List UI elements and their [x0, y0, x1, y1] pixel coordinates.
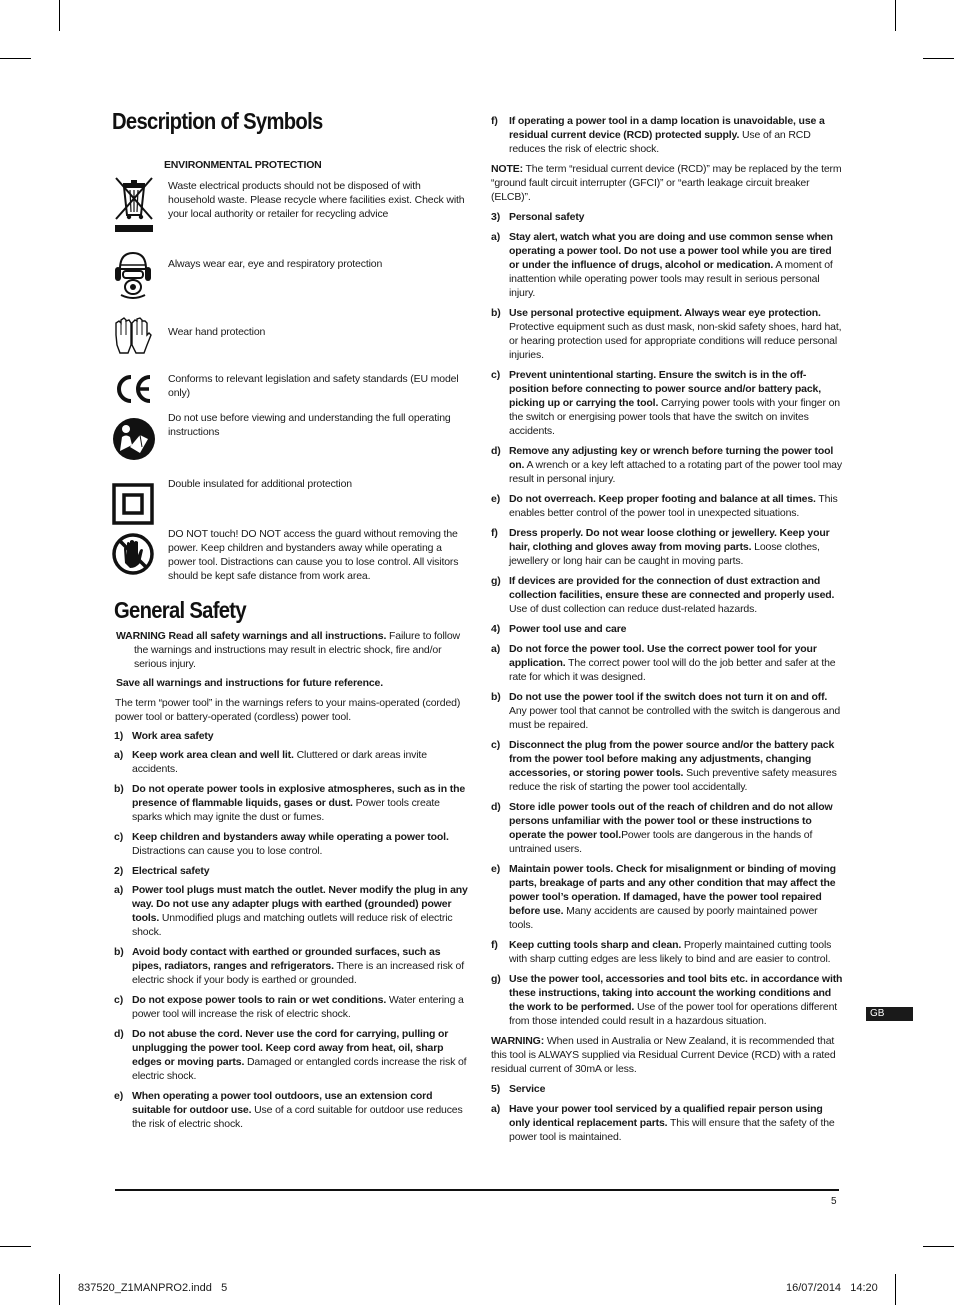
list-item: f) If operating a power tool in a damp location is unavoidable, use a residual current device (RCD) protected supply. Use of an RCD reduces the risk of electric shock.	[491, 115, 825, 155]
save-instructions: Save all warnings and instructions for future reference.	[116, 677, 384, 689]
symbol-text: Wear hand protection	[168, 326, 266, 338]
slug-file: 837520_Z1MANPRO2.indd 5	[78, 1282, 228, 1294]
right-column	[491, 114, 843, 1144]
section-heading: 3) Personal safety	[491, 211, 585, 223]
list-item: b) Do not use the power tool if the switch does not turn it on and off. Any power tool that cannot be controlled with the switch is dangerous and must be repaired.	[491, 691, 841, 731]
sections-left	[114, 729, 468, 1131]
list-item: f) Dress properly. Do not wear loose clothing or jewellery. Keep your hair, clothing and gloves away from moving parts. Loose clothes, jewellery or long hair can be caught in moving parts.	[491, 527, 830, 567]
list-item: g) Use the power tool, accessories and tool bits etc. in accordance with these instructions, taking into account the working conditions and the work to be performed. Use of the power tool for operations different from those intended could result in a hazardous situation.	[491, 973, 843, 1027]
symbol-text: Double insulated for additional protection	[168, 478, 352, 490]
list-item: a) Have your power tool serviced by a qualified repair person using only identical replacement parts. This will ensure that the safety of the power tool is maintained.	[491, 1103, 835, 1143]
weee-crossed-bin-icon	[112, 177, 154, 238]
list-item: d) Remove any adjusting key or wrench before turning the power tool on. A wrench or a key left attached to a rotating part of the power tool may result in personal injury.	[491, 445, 842, 485]
list-item: d) Store idle power tools out of the reach of children and do not allow persons unfamiliar with the power tool or these instructions to operate the power tool.Power tools are dangerous in the hands of untrained users.	[491, 801, 833, 855]
footer-rule	[115, 1189, 839, 1191]
crop-mark	[923, 58, 954, 59]
note-paragraph: NOTE: The term “residual current device (RCD)” may be replaced by the term “ground fault circuit interrupter (GFCI)” or “earth leakage circuit breaker (ELCB)”.	[491, 163, 842, 203]
crop-mark	[923, 1246, 954, 1247]
symbol-text: DO NOT touch! DO NOT access the guard without removing the power. Keep children and bystanders away while operating a power tool. Distractions can cause you to lose control. All visitors should be kept safe distance from work area.	[168, 528, 459, 582]
list-item: f) Keep cutting tools sharp and clean. Properly maintained cutting tools with sharp cutting edges are less likely to bind and are easier to control.	[491, 939, 832, 965]
crop-mark	[895, 1274, 896, 1305]
language-tab: GB	[866, 1007, 913, 1021]
symbols-title: Description of Symbols	[112, 108, 323, 134]
symbol-text: Waste electrical products should not be disposed of with household waste. Please recycle where facilities exist. Check with your local authority or retailer for recycling advice	[168, 180, 465, 220]
warning-bold: WARNING Read all safety warnings and all instructions.	[116, 630, 387, 642]
list-item: b) Do not operate power tools in explosive atmospheres, such as in the presence of flammable liquids, gases or dust. Power tools create sparks which may ignite the dust or fumes.	[114, 783, 466, 823]
read-manual-icon	[112, 417, 156, 466]
general-safety-title: General Safety	[114, 597, 246, 623]
list-item: b) Use personal protective equipment. Always wear eye protection. Protective equipment such as dust mask, non-skid safety shoes, hard hat, or hearing protection used for appropriate conditions will reduce personal injuries.	[491, 307, 842, 361]
list-item: c) Keep children and bystanders away while operating a power tool. Distractions can cause you to lose control.	[114, 831, 449, 857]
section-heading: 5) Service	[491, 1083, 546, 1095]
do-not-touch-icon	[112, 533, 154, 580]
list-item: e) Maintain power tools. Check for misalignment or binding of moving parts, breakage of parts and any other condition that may affect the power tool’s operation. If damaged, have the power tool repaired before use. Many accidents are caused by poorly maintained power tools.	[491, 863, 836, 931]
slug-date: 16/07/2014 14:20	[786, 1282, 878, 1294]
crop-mark	[59, 1274, 60, 1305]
list-item: c) Disconnect the plug from the power source and/or the battery pack from the power tool before making any adjustments, changing accessories, or storing power tools. Such preventive safety measures reduce the risk of starting the power tool accidentally.	[491, 739, 837, 793]
list-item: a) Do not force the power tool. Use the correct power tool for your application. The correct power tool will do the job better and safer at the rate for which it was designed.	[491, 643, 836, 683]
list-item: c) Prevent unintentional starting. Ensure the switch is in the off-position before connecting to power source and/or battery pack, picking up or carrying the tool. Carrying power tools with your finger on the switch or energising power tools that have the switch on invites accidents.	[491, 369, 840, 437]
ce-mark-icon	[112, 371, 156, 412]
section-heading: 2) Electrical safety	[114, 865, 210, 877]
environmental-heading: ENVIRONMENTAL PROTECTION	[164, 159, 322, 171]
list-item: a) Power tool plugs must match the outlet. Never modify the plug in any way. Do not use any adapter plugs with earthed (grounded) power tools. Unmodified plugs and matching outlets will reduce risk of electric shock.	[114, 884, 468, 938]
crop-mark	[895, 0, 896, 31]
crop-mark	[0, 1246, 31, 1247]
list-item: d) Do not abuse the cord. Never use the cord for carrying, pulling or unplugging the power tool. Keep cord away from heat, oil, sharp edges or moving parts. Damaged or entangled cords increase the risk of electric shock.	[114, 1028, 467, 1082]
list-item: g) If devices are provided for the connection of dust extraction and collection facilities, ensure these are connected and properly used. Use of dust collection can reduce dust-related hazards.	[491, 575, 835, 615]
list-item: c) Do not expose power tools to rain or wet conditions. Water entering a power tool will increase the risk of electric shock.	[114, 994, 464, 1020]
warning-paragraph: WARNING Read all safety warnings and all instructions. Failure to follow the warnings and instructions may result in electric shock, fire and/or serious injury.	[116, 630, 460, 670]
list-item: e) When operating a power tool outdoors, use an extension cord suitable for outdoor use. Use of a cord suitable for outdoor use reduces the risk of electric shock.	[114, 1090, 463, 1130]
list-item: a) Keep work area clean and well lit. Cluttered or dark areas invite accidents.	[114, 749, 427, 775]
symbol-text: Conforms to relevant legislation and safety standards (EU model only)	[168, 373, 459, 399]
page-number: 5	[831, 1196, 837, 1207]
section-heading: 1) Work area safety	[114, 730, 214, 742]
crop-mark	[0, 58, 31, 59]
symbol-list	[112, 171, 468, 591]
term-paragraph: The term “power tool” in the warnings refers to your mains-operated (corded) power tool or battery-operated (cordless) power tool.	[115, 697, 461, 723]
section-heading: 4) Power tool use and care	[491, 623, 627, 635]
list-item: e) Do not overreach. Keep proper footing and balance at all times. This enables better control of the power tool in unexpected situations.	[491, 493, 838, 519]
ear-eye-respiratory-protection-icon	[112, 249, 154, 306]
list-item: b) Avoid body contact with earthed or grounded surfaces, such as pipes, radiators, ranges and refrigerators. There is an increased risk of electric shock if your body is earthed or grounded.	[114, 946, 464, 986]
warning-rcd-paragraph: WARNING: When used in Australia or New Zealand, it is recommended that this tool is ALWAYS supplied via Residual Current Device (RCD) with a rated residual current of 30mA or less.	[491, 1035, 836, 1075]
gloves-icon	[112, 315, 152, 362]
crop-mark	[59, 0, 60, 31]
double-insulated-icon	[112, 483, 154, 530]
symbol-text: Always wear ear, eye and respiratory protection	[168, 258, 383, 270]
symbol-text: Do not use before viewing and understanding the full operating instructions	[168, 412, 451, 438]
list-item: a) Stay alert, watch what you are doing and use common sense when operating a power tool. Do not use a power tool while you are tired or under the influence of drugs, alcohol or medication. A moment of inattention while operating power tools may result in serious personal injury.	[491, 231, 833, 299]
left-column	[112, 108, 468, 1131]
